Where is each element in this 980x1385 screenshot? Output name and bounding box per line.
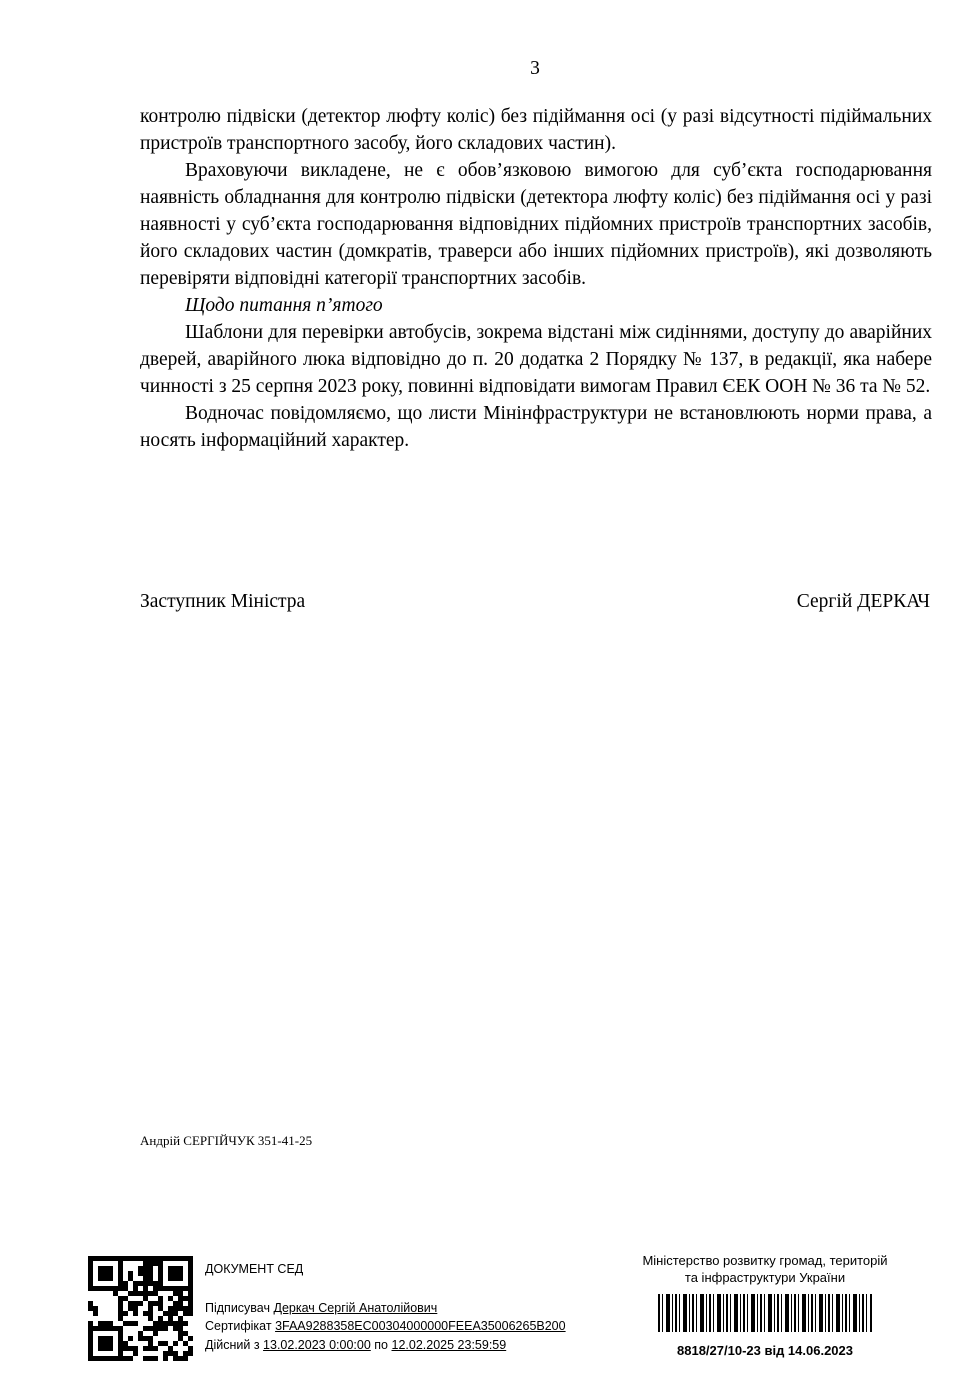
signer-line: [205, 1299, 566, 1318]
signature-block: [140, 591, 930, 613]
validity-to-label: по: [374, 1337, 389, 1352]
executor-line: Андрій СЕРГІЙЧУК 351-41-25: [140, 1133, 313, 1148]
signer-name: Сергій ДЕРКАЧ: [796, 591, 930, 612]
certificate-line: [205, 1317, 566, 1336]
certificate-value: 3FAA9288358EC00304000000FEEA35006265B200: [275, 1319, 566, 1333]
validity-to: 12.02.2025 23:59:59: [391, 1337, 507, 1352]
letter-body: [140, 103, 932, 454]
signer-label: Підписувач: [205, 1300, 270, 1315]
validity-line: [205, 1336, 566, 1355]
signer-position: Заступник Міністра: [140, 591, 306, 612]
registration-block: [620, 1252, 910, 1359]
paragraph: Водночас повідомляємо, що листи Мінінфраструктури не встановлюють норми права, а носять інформаційний характер.: [140, 403, 932, 451]
ministry-name-line1: Міністерство розвитку громад, територій: [642, 1253, 888, 1268]
ministry-name-line2: та інфраструктури України: [684, 1270, 846, 1285]
validity-from: 13.02.2023 0:00:00: [263, 1337, 371, 1352]
paragraph: Шаблони для перевірки автобусів, зокрема відстані між сидіннями, доступу до аварійних дверей, аварійного люка відповідно до п. 20 додатка 2 Порядку № 137, в редакції, яка набере чинності з 25 серпня 2023 року, повинні відповідати вимогам Правил ЄЕК ООН № 36 та № 52.: [140, 322, 932, 397]
paragraph: контролю підвіски (детектор люфту коліс) без підіймання осі (у разі відсутності підіймальних пристроїв транспортного засобу, його складових частин).: [140, 106, 932, 154]
barcode: [658, 1294, 872, 1332]
qr-code: [88, 1256, 193, 1361]
signer-full-name: Деркач Сергій Анатолійович: [273, 1300, 438, 1315]
validity-label: Дійсний з: [205, 1337, 260, 1352]
certificate-label: Сертифікат: [205, 1319, 272, 1333]
sed-signature-block: [205, 1260, 566, 1354]
sed-title: ДОКУМЕНТ СЕД: [205, 1262, 304, 1276]
paragraph: Враховуючи викладене, не є обов’язковою вимогою для суб’єкта господарювання наявність обладнання для контролю підвіски (детектора люфту коліс) без підіймання осі у разі наявності у суб’єкта господарювання відповідних підйомних пристроїв транспортних засобів, його складових частин (домкратів, траверси або інших підйомних пристроїв), які дозволяють перевіряти відповідні категорії транспортних засобів.: [140, 160, 932, 289]
page-number: 3: [530, 58, 540, 79]
paragraph-heading: Щодо питання п’ятого: [185, 295, 383, 316]
registration-number: 8818/27/10-23 від 14.06.2023: [677, 1343, 853, 1358]
